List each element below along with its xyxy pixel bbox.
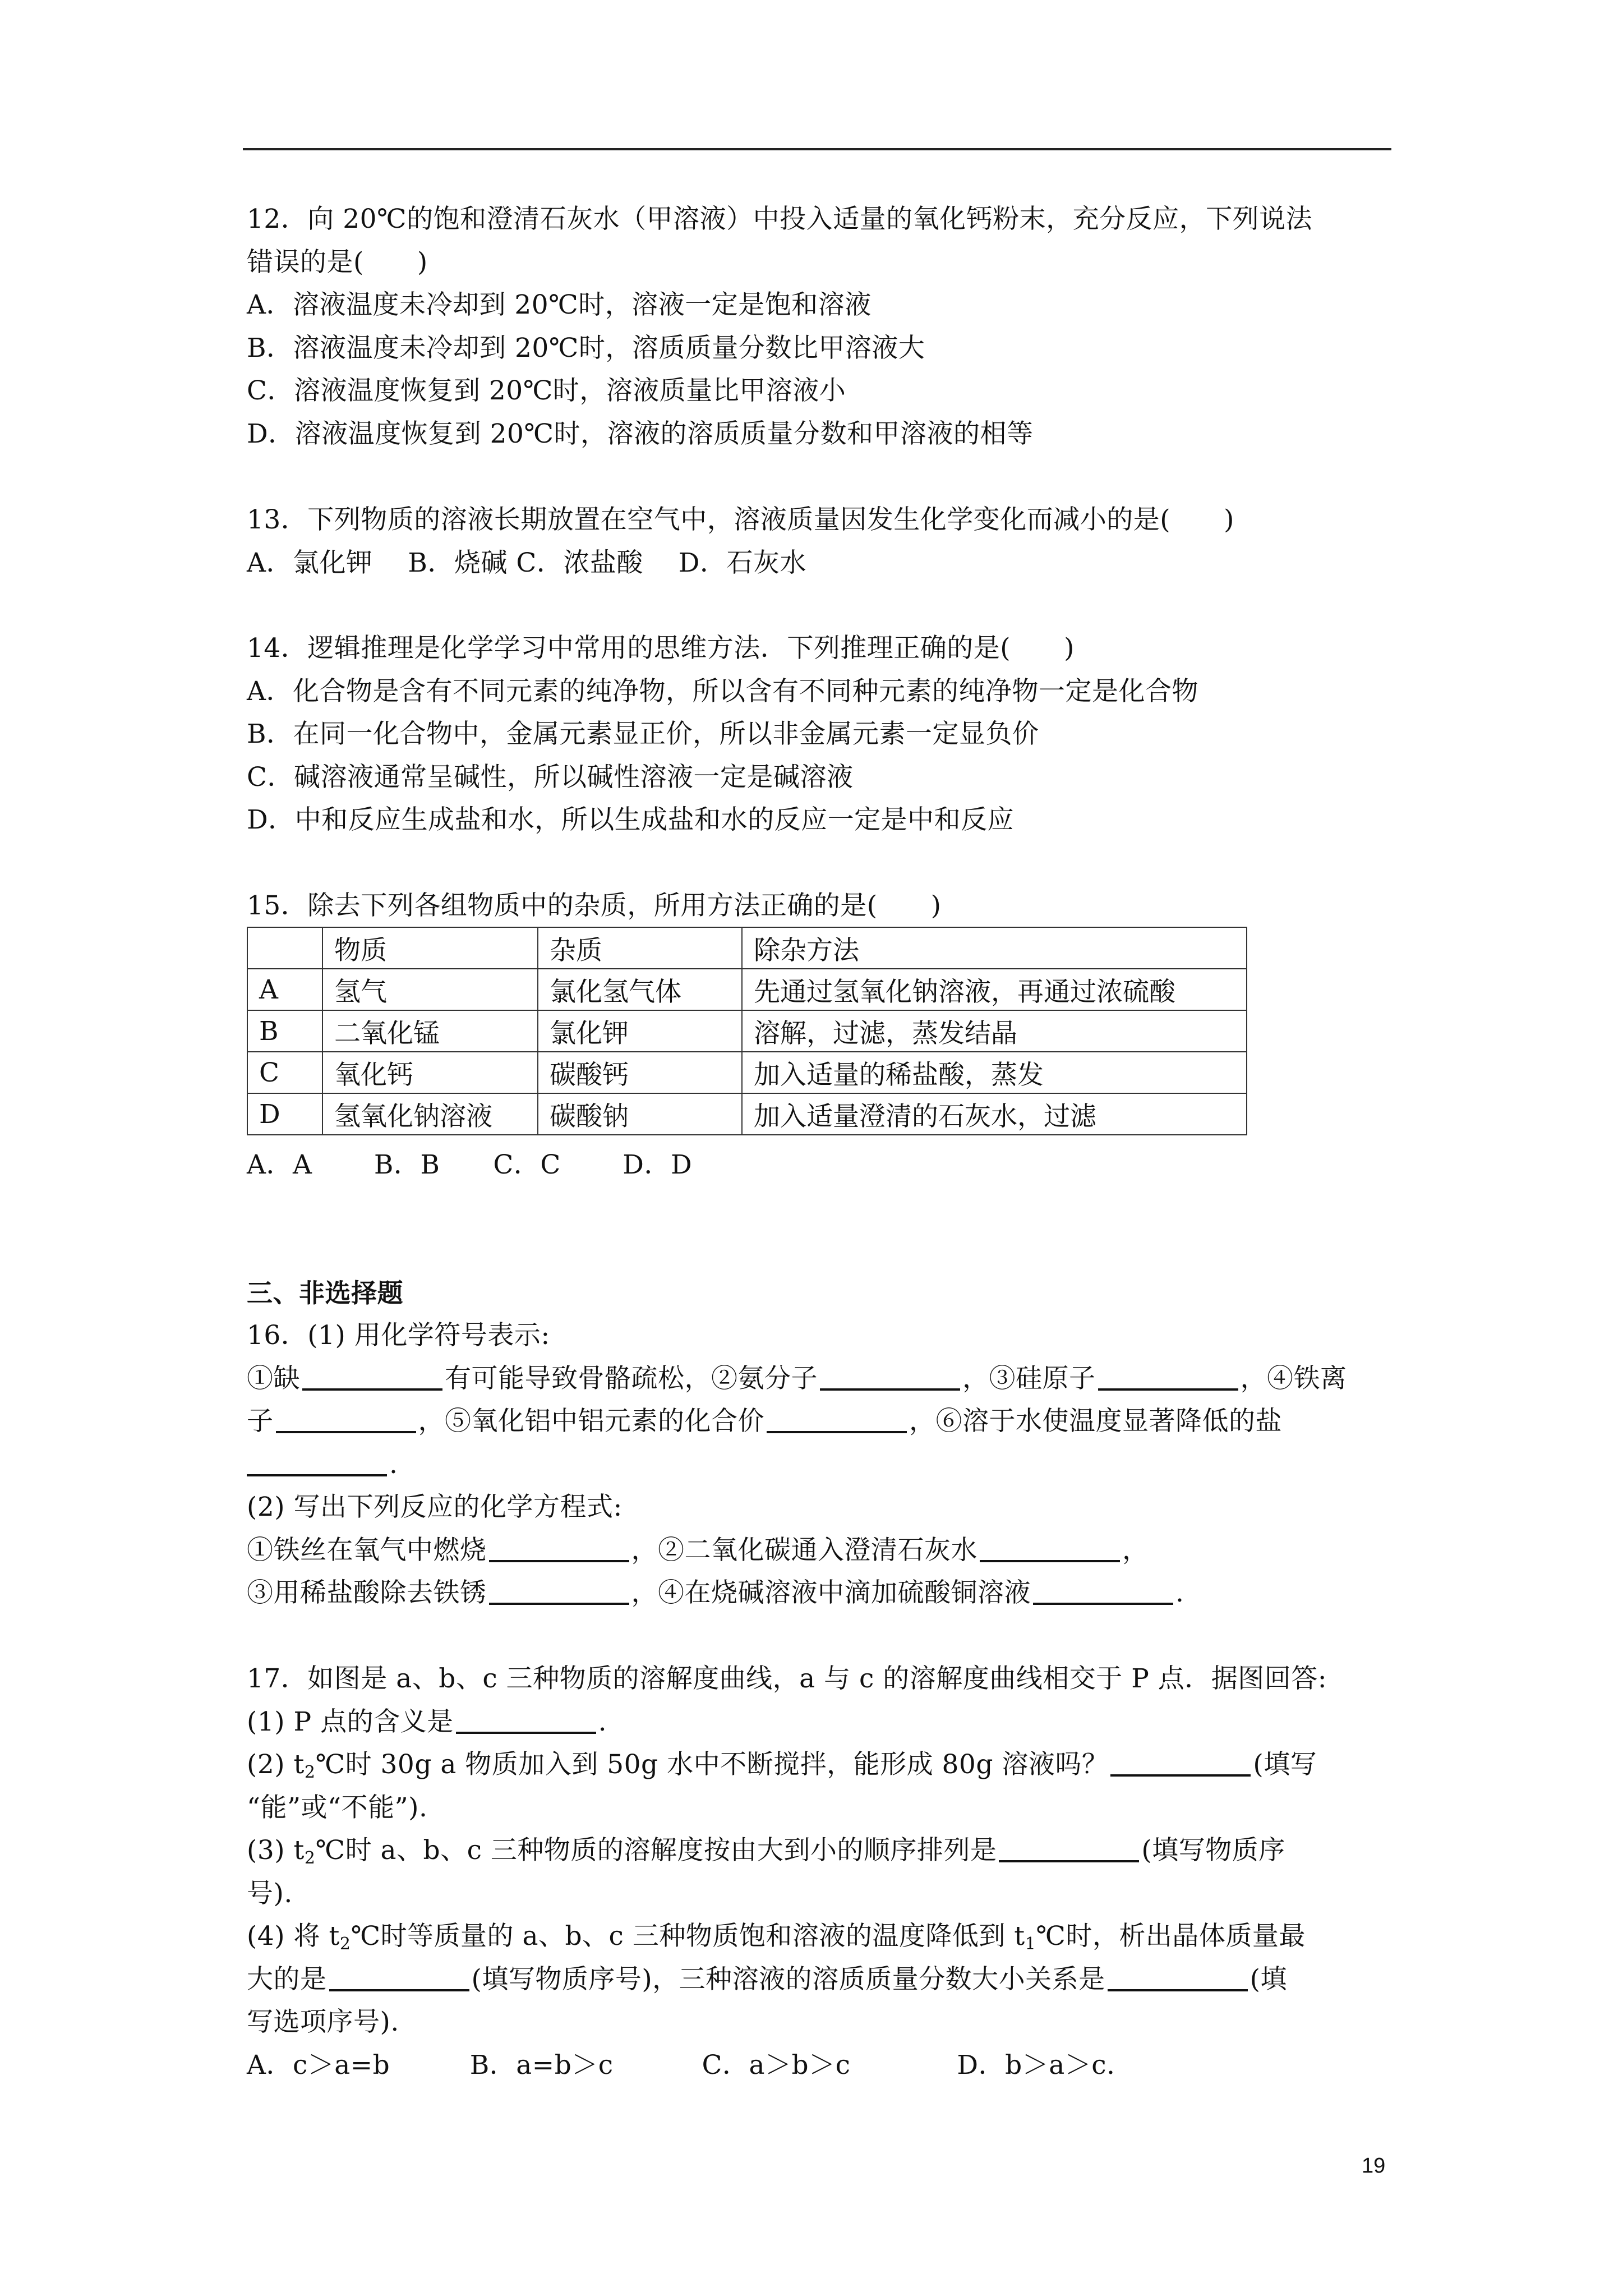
subscript: 1 <box>1025 1934 1036 1954</box>
q14-option-a: A．化合物是含有不同元素的纯净物，所以含有不同种元素的纯净物一定是化合物 <box>247 676 1198 707</box>
table-cell: A <box>247 969 322 1010</box>
table-cell: C <box>247 1052 322 1093</box>
answer-blank[interactable] <box>1033 1578 1173 1605</box>
q12-option-d: D．溶液温度恢复到 20℃时，溶液的溶质质量分数和甲溶液的相等 <box>247 418 1034 449</box>
q17-text: (3) t <box>247 1835 305 1866</box>
table-row <box>247 1010 1247 1052</box>
q17-text: (1) P 点的含义是 <box>247 1706 454 1737</box>
subscript: 2 <box>339 1934 351 1954</box>
table-cell: 氯化氢气体 <box>538 969 742 1010</box>
q16-line5 <box>247 1533 1149 1568</box>
table-cell: 氧化钙 <box>322 1052 538 1093</box>
q16-text: ③用稀盐酸除去铁锈 <box>247 1577 487 1608</box>
q13-options: A．氯化钾 B．烧碱 C．浓盐酸 D．石灰水 <box>247 547 806 578</box>
q17-text: 大的是 <box>247 1964 327 1995</box>
answer-blank[interactable] <box>456 1707 596 1734</box>
table-row <box>247 1052 1247 1093</box>
answer-blank[interactable] <box>1108 1964 1248 1991</box>
q12-option-b: B．溶液温度未冷却到 20℃时，溶质质量分数比甲溶液大 <box>247 333 925 364</box>
impurity-table <box>247 927 1247 1135</box>
q17-part2-cont: “能”或“不能”). <box>247 1792 428 1823</box>
answer-blank[interactable] <box>276 1406 416 1433</box>
q16-line2 <box>247 1404 1282 1439</box>
q17-options: A．c＞a=b B．a=b＞c C．a＞b＞c D．b＞a＞c. <box>247 2050 1115 2081</box>
answer-blank[interactable] <box>489 1535 629 1562</box>
answer-blank[interactable] <box>980 1535 1120 1562</box>
q14-option-c: C．碱溶液通常呈碱性，所以碱性溶液一定是碱溶液 <box>247 762 854 793</box>
q16-text: ， <box>1122 1535 1149 1566</box>
q12-stem-line1: 12．向 20℃的饱和澄清石灰水（甲溶液）中投入适量的氧化钙粉末，充分反应，下列说法 <box>247 204 1313 234</box>
q15-stem: 15．除去下列各组物质中的杂质，所用方法正确的是( ) <box>247 890 942 921</box>
q17-text: (4) 将 t <box>247 1921 340 1952</box>
q16-stem: 16．(1) 用化学符号表示: <box>247 1320 550 1351</box>
q16-line6 <box>247 1576 1184 1611</box>
table-cell: 氯化钾 <box>538 1010 742 1052</box>
table-cell: 碳酸钠 <box>538 1093 742 1135</box>
answer-blank[interactable] <box>489 1578 629 1605</box>
q16-text: ，④铁离 <box>1240 1363 1347 1394</box>
q14-option-d: D．中和反应生成盐和水，所以生成盐和水的反应一定是中和反应 <box>247 804 1015 835</box>
q17-stem: 17．如图是 a、b、c 三种物质的溶解度曲线，a 与 c 的溶解度曲线相交于 P 点．据图回答: <box>247 1663 1327 1694</box>
q17-text: ℃时 a、b、c 三种物质的溶解度按由大到小的顺序排列是 <box>315 1835 997 1866</box>
table-header-cell <box>247 927 322 969</box>
q12-option-c: C．溶液温度恢复到 20℃时，溶液质量比甲溶液小 <box>247 375 846 406</box>
answer-blank[interactable] <box>1110 1750 1251 1777</box>
q14-stem: 14．逻辑推理是化学学习中常用的思维方法．下列推理正确的是( ) <box>247 633 1075 664</box>
q16-text: ，③硅原子 <box>962 1363 1096 1394</box>
table-cell: 氢气 <box>322 969 538 1010</box>
q17-part4-cont <box>247 1962 1287 1997</box>
q16-text: . <box>1175 1577 1184 1608</box>
q17-text: ℃时 30g a 物质加入到 50g 水中不断搅拌，能形成 80g 溶液吗？ <box>315 1749 1109 1780</box>
table-cell: 加入适量的稀盐酸，蒸发 <box>742 1052 1247 1093</box>
table-cell: 碳酸钙 <box>538 1052 742 1093</box>
table-header-row <box>247 927 1247 969</box>
q16-line1 <box>247 1361 1347 1396</box>
table-cell: 加入适量澄清的石灰水，过滤 <box>742 1093 1247 1135</box>
answer-blank[interactable] <box>247 1450 387 1476</box>
table-cell: 二氧化锰 <box>322 1010 538 1052</box>
q15-options: A．A B．B C．C D．D <box>247 1149 693 1180</box>
answer-blank[interactable] <box>767 1406 907 1433</box>
q17-part4 <box>247 1919 1306 1962</box>
q16-text: . <box>389 1449 398 1480</box>
q17-text: (2) t <box>247 1749 305 1780</box>
subscript: 2 <box>304 1848 316 1868</box>
q17-part1 <box>247 1705 607 1740</box>
q17-text: (填写物质序 <box>1141 1835 1285 1866</box>
table-cell: B <box>247 1010 322 1052</box>
q17-part3-cont: 号). <box>247 1878 293 1909</box>
table-cell: 溶解，过滤，蒸发结晶 <box>742 1010 1247 1052</box>
q12-option-a: A．溶液温度未冷却到 20℃时，溶液一定是饱和溶液 <box>247 289 872 320</box>
table-header-cell: 除杂方法 <box>742 927 1247 969</box>
q16-text: 有可能导致骨骼疏松，②氨分子 <box>445 1363 818 1394</box>
page-number: 19 <box>1362 2154 1386 2178</box>
answer-blank[interactable] <box>820 1364 960 1391</box>
q16-text: ①铁丝在氧气中燃烧 <box>247 1535 487 1566</box>
q13-stem: 13．下列物质的溶液长期放置在空气中，溶液质量因发生化学变化而减小的是( ) <box>247 504 1234 535</box>
answer-blank[interactable] <box>302 1364 442 1391</box>
q16-part2-title: (2) 写出下列反应的化学方程式: <box>247 1492 623 1522</box>
q16-text: 子 <box>247 1406 274 1437</box>
answer-blank[interactable] <box>329 1964 469 1991</box>
table-cell: 氢氧化钠溶液 <box>322 1093 538 1135</box>
q17-part2 <box>247 1747 1317 1790</box>
table-header-cell: 杂质 <box>538 927 742 969</box>
q17-text: ℃时，析出晶体质量最 <box>1036 1921 1306 1952</box>
table-cell: D <box>247 1093 322 1135</box>
q16-line3 <box>247 1447 398 1482</box>
q17-part3 <box>247 1833 1285 1876</box>
q17-text: ℃时等质量的 a、b、c 三种物质饱和溶液的温度降低到 t <box>351 1921 1025 1952</box>
q17-text: (填写物质序号)，三种溶液的溶质质量分数大小关系是 <box>471 1964 1105 1995</box>
q17-text: (填 <box>1249 1964 1288 1995</box>
q17-text: (填写 <box>1253 1749 1317 1780</box>
table-row <box>247 969 1247 1010</box>
section-title: 三、非选择题 <box>247 1278 403 1308</box>
q16-text: ，④在烧碱溶液中滴加硫酸铜溶液 <box>631 1577 1031 1608</box>
answer-blank[interactable] <box>1098 1364 1238 1391</box>
header-rule <box>243 148 1391 150</box>
q16-text: ，⑥溶于水使温度显著降低的盐 <box>909 1406 1282 1437</box>
table-header-cell: 物质 <box>322 927 538 969</box>
q17-text: . <box>598 1706 607 1737</box>
q16-text: ，⑤氧化铝中铝元素的化合价 <box>418 1406 764 1437</box>
q16-text: ①缺 <box>247 1363 300 1394</box>
table-cell: 先通过氢氧化钠溶液，再通过浓硫酸 <box>742 969 1247 1010</box>
q16-text: ，②二氧化碳通入澄清石灰水 <box>631 1535 978 1566</box>
q14-option-b: B．在同一化合物中，金属元素显正价，所以非金属元素一定显负价 <box>247 719 1039 749</box>
answer-blank[interactable] <box>999 1835 1139 1862</box>
subscript: 2 <box>304 1763 316 1782</box>
q17-part4-end: 写选项序号). <box>247 2007 399 2037</box>
q12-stem-line2: 错误的是( ) <box>247 247 428 278</box>
table-row <box>247 1093 1247 1135</box>
